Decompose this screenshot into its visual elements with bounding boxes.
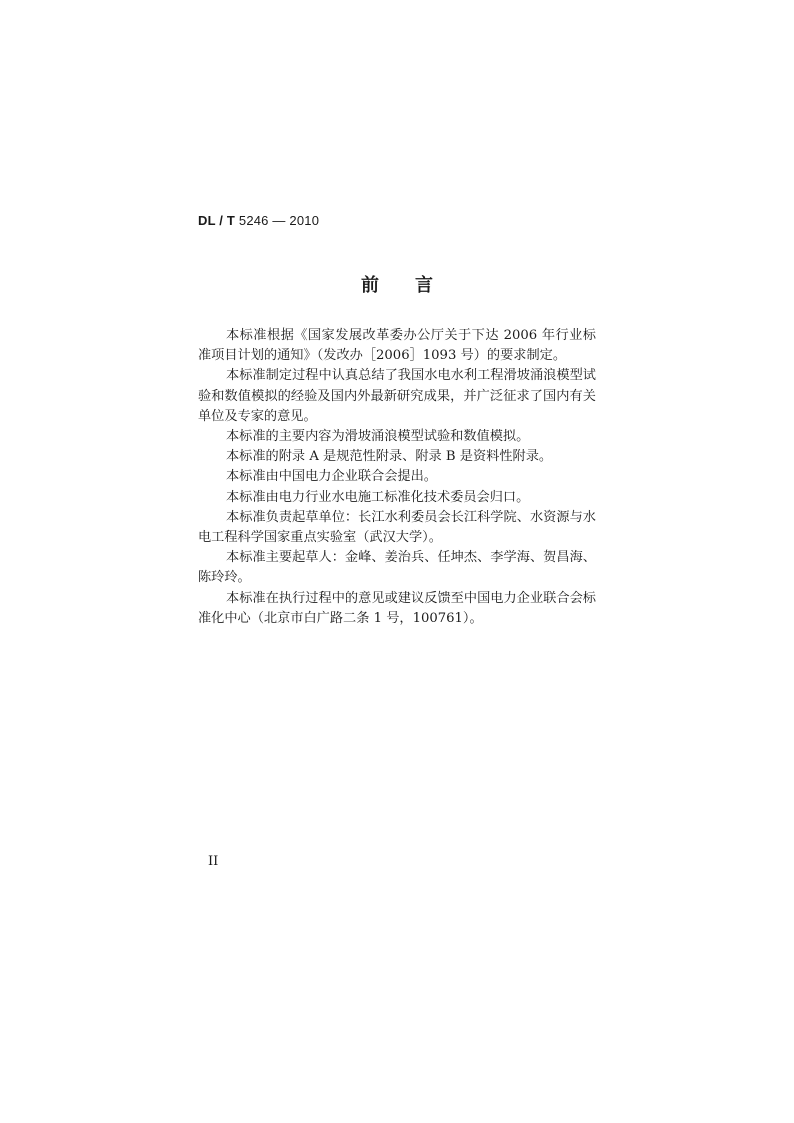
paragraph-content: 本标准的主要内容为滑坡涌浪模型试验和数值模拟。 bbox=[226, 429, 530, 445]
heading-char-1: 前 bbox=[361, 275, 379, 296]
standard-code-prefix: DL / T bbox=[198, 213, 236, 228]
foreword-body bbox=[198, 326, 596, 629]
standard-code-number: 5246 — 2010 bbox=[238, 213, 320, 228]
paragraph-drafting-units: 本标准负责起草单位：长江水利委员会长江科学院、水资源与水电工程科学国家重点实验室（武汉大学）。 bbox=[198, 509, 596, 546]
section-heading-foreword bbox=[0, 274, 794, 298]
paragraph-committee: 本标准由电力行业水电施工标准化技术委员会归口。 bbox=[226, 489, 530, 505]
standard-code bbox=[198, 213, 319, 228]
heading-char-2: 言 bbox=[415, 275, 433, 296]
paragraph-drafters: 本标准主要起草人：金峰、姜治兵、任坤杰、李学海、贺昌海、陈玲玲。 bbox=[198, 550, 596, 586]
page-number: II bbox=[208, 854, 219, 869]
paragraph-basis: 本标准根据《国家发展改革委办公厅关于下达 2006 年行业标准项目计划的通知》（发改办［2006］1093 号）的要求制定。 bbox=[198, 328, 596, 364]
paragraph-process: 本标准制定过程中认真总结了我国水电水利工程滑坡涌浪模型试验和数值模拟的经验及国内外最新研究成果，并广泛征求了国内有关单位及专家的意见。 bbox=[198, 368, 596, 424]
paragraph-proposer: 本标准由中国电力企业联合会提出。 bbox=[226, 469, 437, 485]
paragraph-feedback: 本标准在执行过程中的意见或建议反馈至中国电力企业联合会标准化中心（北京市白广路二条 1 号，100761）。 bbox=[198, 590, 596, 626]
paragraph-appendix: 本标准的附录 A 是规范性附录、附录 B 是资料性附录。 bbox=[226, 449, 553, 465]
